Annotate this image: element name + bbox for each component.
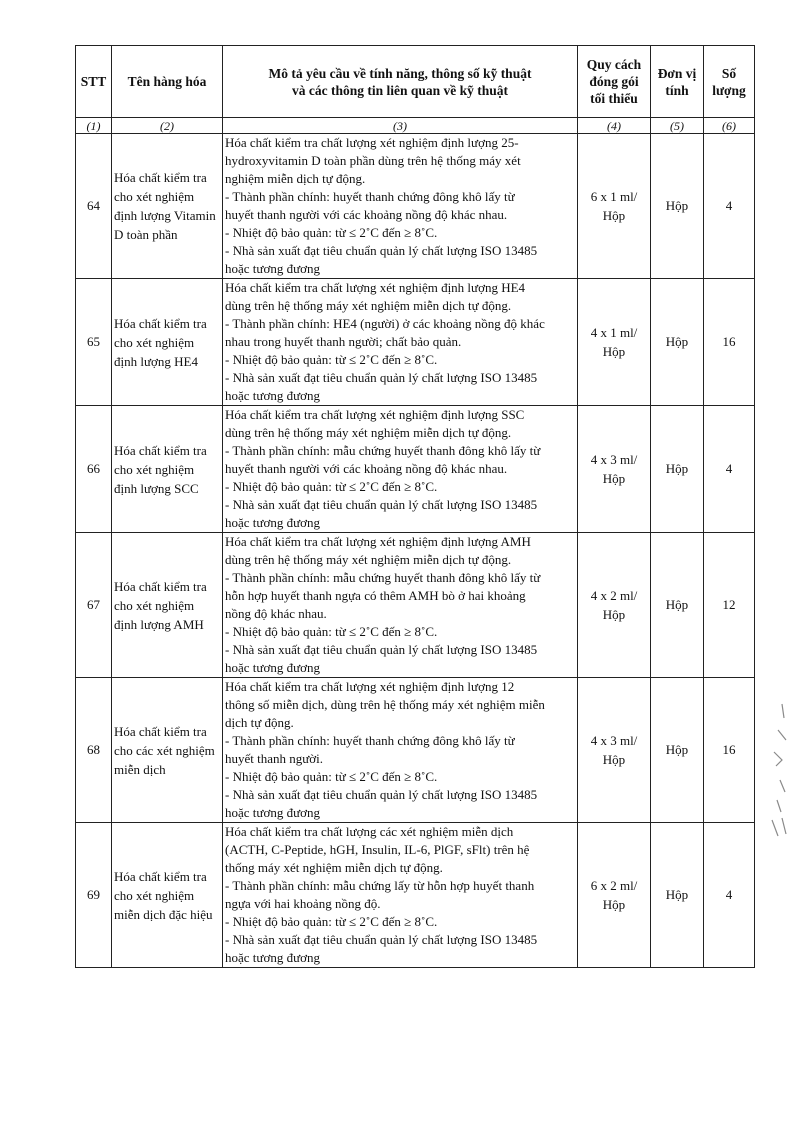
description-line: Hóa chất kiểm tra chất lượng xét nghiệm định lượng 25- [225,135,519,150]
description-line: Hóa chất kiểm tra chất lượng xét nghiệm định lượng HE4 [225,280,526,295]
description-line: Hóa chất kiểm tra chất lượng xét nghiệm định lượng SSC [225,407,525,422]
item-name: Hóa chất kiểm tra cho xét nghiệm định lượng Vitamin D toàn phần [112,134,223,279]
description-line: - Nhà sản xuất đạt tiêu chuẩn quản lý chất lượng ISO 13485 [225,243,538,258]
description-line: hoặc tương đương [225,950,320,965]
description-line: Hóa chất kiểm tra chất lượng các xét nghiệm miễn dịch [225,824,514,839]
header-unit: Đơn vị tính [651,46,704,118]
description-line: - Nhiệt độ bảo quản: từ ≤ 2˚C đến ≥ 8˚C. [225,225,438,240]
description-line: - Thành phần chính: huyết thanh chứng đông khô lấy từ [225,189,515,204]
description-line: Hóa chất kiểm tra chất lượng xét nghiệm định lượng AMH [225,534,531,549]
description-line: nồng độ khác nhau. [225,606,327,621]
description-line: thông số miễn dịch, dùng trên hệ thống máy xét nghiệm miễn [225,697,545,712]
description-line: - Nhiệt độ bảo quản: từ ≤ 2˚C đến ≥ 8˚C. [225,352,438,367]
unit-of-measure: Hộp [651,279,704,406]
table-row [76,279,755,406]
description-line: - Nhiệt độ bảo quản: từ ≤ 2˚C đến ≥ 8˚C. [225,624,438,639]
table-row [76,406,755,533]
unit-of-measure: Hộp [651,134,704,279]
item-description [223,823,578,968]
quantity: 16 [704,678,755,823]
quantity: 4 [704,134,755,279]
description-line: hoặc tương đương [225,660,320,675]
description-line: hoặc tương đương [225,261,320,276]
description-line: thống máy xét nghiệm miễn dịch tự động. [225,860,443,875]
description-line: nhau trong huyết thanh người; chất bảo quản. [225,334,462,349]
description-line: - Nhà sản xuất đạt tiêu chuẩn quản lý chất lượng ISO 13485 [225,787,538,802]
column-number-row [76,118,755,134]
description-line: nghiệm miễn dịch tự động. [225,171,366,186]
description-line: - Nhà sản xuất đạt tiêu chuẩn quản lý chất lượng ISO 13485 [225,932,538,947]
column-number: (2) [112,118,223,134]
description-line: dịch tự động. [225,715,294,730]
header-quantity: Số lượng [704,46,755,118]
description-line: huyết thanh người. [225,751,324,766]
quantity: 16 [704,279,755,406]
header-packaging: Quy cách đóng gói tối thiểu [578,46,651,118]
description-line: hoặc tương đương [225,388,320,403]
table-body [76,134,755,968]
item-description [223,678,578,823]
description-line: - Nhà sản xuất đạt tiêu chuẩn quản lý chất lượng ISO 13485 [225,370,538,385]
table-row [76,134,755,279]
item-description [223,533,578,678]
description-line: dùng trên hệ thống máy xét nghiệm miễn dịch tự động. [225,552,512,567]
quantity: 12 [704,533,755,678]
table-row [76,823,755,968]
description-line: hoặc tương đương [225,805,320,820]
specification-table [75,45,755,968]
description-line: - Nhiệt độ bảo quản: từ ≤ 2˚C đến ≥ 8˚C. [225,914,438,929]
description-line: (ACTH, C-Peptide, hGH, Insulin, IL-6, PlGF, sFlt) trên hệ [225,842,530,857]
column-number: (1) [76,118,112,134]
header-row [76,46,755,118]
item-name: Hóa chất kiểm tra cho các xét nghiệm miễn dịch [112,678,223,823]
row-number: 67 [76,533,112,678]
column-number: (5) [651,118,704,134]
description-line: hỗn hợp huyết thanh ngựa có thêm AMH bò ở hai khoảng [225,588,526,603]
description-line: - Thành phần chính: huyết thanh chứng đông khô lấy từ [225,733,515,748]
header-stt: STT [76,46,112,118]
row-number: 64 [76,134,112,279]
packaging-spec: 4 x 3 ml/ Hộp [578,406,651,533]
description-line: dùng trên hệ thống máy xét nghiệm miễn dịch tự động. [225,425,512,440]
quantity: 4 [704,406,755,533]
description-line: - Thành phần chính: mẫu chứng huyết thanh đông khô lấy từ [225,570,541,585]
header-name: Tên hàng hóa [112,46,223,118]
item-name: Hóa chất kiểm tra cho xét nghiệm miễn dịch đặc hiệu [112,823,223,968]
packaging-spec: 4 x 3 ml/ Hộp [578,678,651,823]
description-line: hydroxyvitamin D toàn phần dùng trên hệ thống máy xét [225,153,521,168]
row-number: 65 [76,279,112,406]
description-line: - Nhà sản xuất đạt tiêu chuẩn quản lý chất lượng ISO 13485 [225,642,538,657]
quantity: 4 [704,823,755,968]
item-description [223,406,578,533]
unit-of-measure: Hộp [651,533,704,678]
unit-of-measure: Hộp [651,823,704,968]
header-description: Mô tả yêu cầu về tính năng, thông số kỹ thuật và các thông tin liên quan về kỹ thuật [223,46,578,118]
description-line: - Thành phần chính: HE4 (người) ở các khoảng nồng độ khác [225,316,545,331]
column-number: (6) [704,118,755,134]
description-line: - Nhà sản xuất đạt tiêu chuẩn quản lý chất lượng ISO 13485 [225,497,538,512]
item-name: Hóa chất kiểm tra cho xét nghiệm định lượng AMH [112,533,223,678]
signature-mark [768,700,790,840]
row-number: 69 [76,823,112,968]
unit-of-measure: Hộp [651,678,704,823]
description-line: - Nhiệt độ bảo quản: từ ≤ 2˚C đến ≥ 8˚C. [225,769,438,784]
description-line: hoặc tương đương [225,515,320,530]
row-number: 68 [76,678,112,823]
column-number: (3) [223,118,578,134]
table-row [76,678,755,823]
description-line: huyết thanh người với các khoảng nồng độ khác nhau. [225,207,508,222]
description-line: - Thành phần chính: mẫu chứng huyết thanh đông khô lấy từ [225,443,541,458]
packaging-spec: 4 x 2 ml/ Hộp [578,533,651,678]
unit-of-measure: Hộp [651,406,704,533]
description-line: - Nhiệt độ bảo quản: từ ≤ 2˚C đến ≥ 8˚C. [225,479,438,494]
item-description [223,134,578,279]
packaging-spec: 6 x 2 ml/ Hộp [578,823,651,968]
description-line: dùng trên hệ thống máy xét nghiệm miễn dịch tự động. [225,298,512,313]
item-description [223,279,578,406]
table-row [76,533,755,678]
row-number: 66 [76,406,112,533]
item-name: Hóa chất kiểm tra cho xét nghiệm định lượng SCC [112,406,223,533]
column-number: (4) [578,118,651,134]
description-line: - Thành phần chính: mẫu chứng lấy từ hỗn hợp huyết thanh [225,878,535,893]
item-name: Hóa chất kiểm tra cho xét nghiệm định lượng HE4 [112,279,223,406]
description-line: ngựa với hai khoảng nồng độ. [225,896,381,911]
description-line: huyết thanh người với các khoảng nồng độ khác nhau. [225,461,508,476]
description-line: Hóa chất kiểm tra chất lượng xét nghiệm định lượng 12 [225,679,515,694]
packaging-spec: 4 x 1 ml/ Hộp [578,279,651,406]
packaging-spec: 6 x 1 ml/ Hộp [578,134,651,279]
